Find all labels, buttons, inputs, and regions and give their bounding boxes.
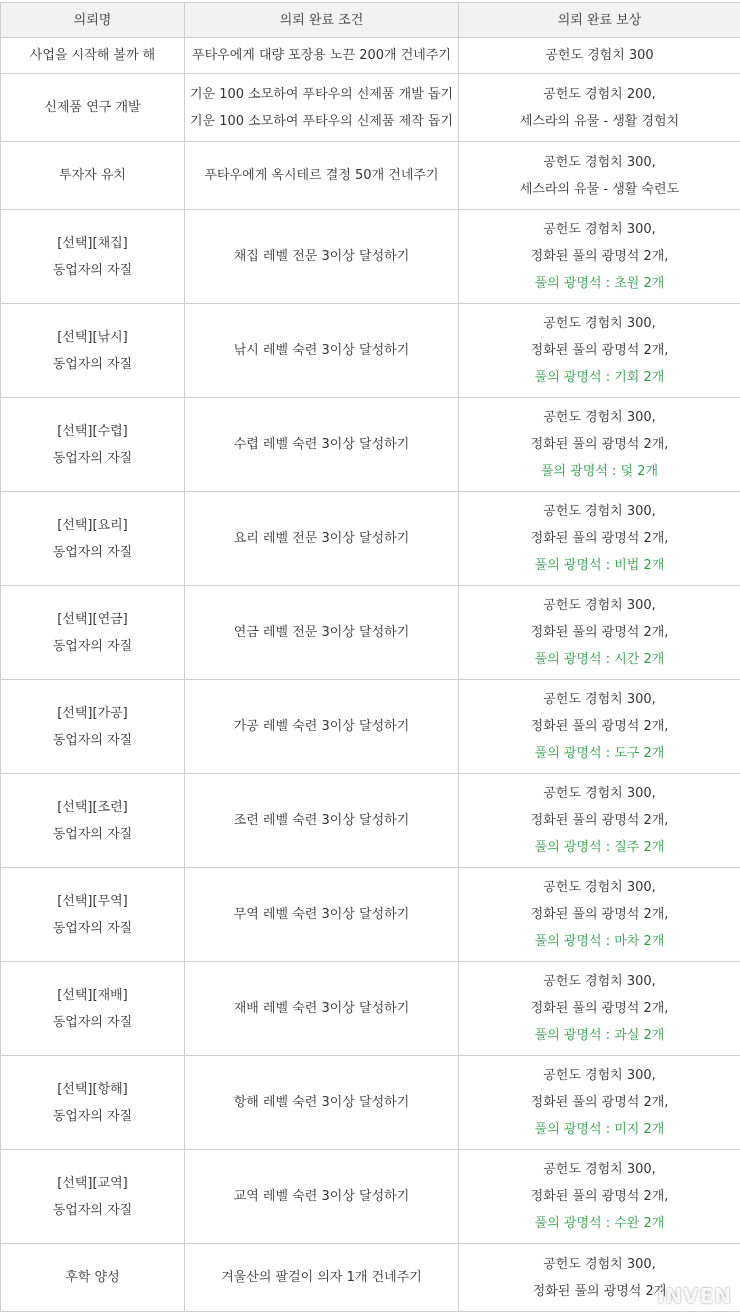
table-row	[1, 962, 740, 1056]
reward-cell-line: 공헌도 경험치 300,	[543, 880, 656, 895]
reward-cell	[459, 680, 740, 774]
quest-name-cell	[1, 1056, 185, 1150]
quest-name-cell-line: [선택][낚시]	[57, 329, 128, 345]
condition-cell-line: 요리 레벨 전문 3이상 달성하기	[233, 531, 410, 546]
condition-cell-line: 푸타우에게 옥시테르 결정 50개 건네주기	[204, 168, 439, 183]
watermark-logo: iNVEN	[657, 1284, 732, 1308]
quest-name-cell-line: 신제품 연구 개발	[44, 100, 141, 115]
condition-cell-line: 채집 레벨 전문 3이상 달성하기	[233, 249, 410, 264]
condition-cell-line: 무역 레벨 숙련 3이상 달성하기	[233, 907, 410, 922]
reward-stone-text: 풀의 광명석 : 질주 2개	[534, 840, 665, 855]
reward-cell-line: 정화된 풀의 광명석 2개,	[530, 813, 669, 828]
condition-cell-line: 낚시 레벨 숙련 3이상 달성하기	[233, 343, 410, 358]
quest-name-cell-line: 후학 양성	[65, 1270, 120, 1285]
quest-name-cell-line: 동업자의 자질	[52, 356, 133, 372]
quest-name-cell	[1, 142, 185, 210]
quest-name-cell	[1, 586, 185, 680]
reward-cell	[459, 74, 740, 142]
table-row	[1, 304, 740, 398]
quest-name-cell-line: 동업자의 자질	[52, 262, 133, 278]
reward-stone-text: 풀의 광명석 : 시간 2개	[534, 652, 665, 667]
reward-cell-line: 공헌도 경험치 300	[545, 48, 654, 63]
quest-name-cell-line: [선택][교역]	[57, 1175, 128, 1191]
quest-name-cell-line: [선택][조련]	[57, 799, 128, 815]
quest-name-cell-line: 동업자의 자질	[52, 1014, 133, 1030]
header-quest-name: 의뢰명	[1, 3, 185, 38]
reward-stone-text: 풀의 광명석 : 도구 2개	[534, 746, 665, 761]
condition-cell	[185, 398, 459, 492]
reward-cell-line: 정화된 풀의 광명석 2개,	[530, 719, 669, 734]
reward-cell-line: 정화된 풀의 광명석 2개,	[530, 625, 669, 640]
reward-cell-line: 공헌도 경험치 300,	[543, 154, 656, 170]
quest-name-cell-line: 동업자의 자질	[52, 1108, 133, 1124]
quest-name-cell-line: 동업자의 자질	[52, 450, 133, 466]
reward-cell-line: 공헌도 경험치 300,	[543, 316, 656, 331]
reward-cell	[459, 774, 740, 868]
table-row	[1, 868, 740, 962]
reward-cell-line: 공헌도 경험치 300,	[543, 598, 656, 613]
table-row	[1, 774, 740, 868]
table-row	[1, 492, 740, 586]
condition-cell	[185, 774, 459, 868]
condition-cell-line: 푸타우에게 대량 포장용 노끈 200개 건네주기	[192, 48, 451, 63]
quest-name-cell	[1, 680, 185, 774]
condition-cell	[185, 586, 459, 680]
table-row	[1, 1244, 740, 1312]
reward-stone-text: 풀의 광명석 : 초원 2개	[534, 276, 665, 291]
reward-stone-text: 풀의 광명석 : 마차 2개	[534, 934, 665, 949]
quest-name-cell-line: [선택][재배]	[57, 987, 128, 1003]
reward-cell-line: 공헌도 경험치 300,	[543, 1162, 656, 1177]
reward-stone-text: 풀의 광명석 : 과실 2개	[534, 1028, 665, 1043]
quest-name-cell-line: 사업을 시작해 볼까 해	[29, 48, 156, 63]
quest-name-cell-line: 동업자의 자질	[52, 826, 133, 842]
condition-cell-line: 교역 레벨 숙련 3이상 달성하기	[233, 1189, 410, 1204]
header-row	[1, 3, 740, 38]
quest-name-cell	[1, 962, 185, 1056]
quest-name-cell-line: 동업자의 자질	[52, 732, 133, 748]
reward-cell-line: 공헌도 경험치 300,	[543, 222, 656, 237]
reward-cell	[459, 142, 740, 210]
quest-name-cell	[1, 38, 185, 74]
header-condition: 의뢰 완료 조건	[185, 3, 459, 38]
condition-cell-line: 겨울산의 팔걸이 의자 1개 건네주기	[221, 1270, 422, 1285]
reward-cell-line: 공헌도 경험치 300,	[543, 1256, 656, 1272]
condition-cell-line: 수렵 레벨 숙련 3이상 달성하기	[233, 437, 410, 452]
table-row	[1, 142, 740, 210]
reward-cell-line: 정화된 풀의 광명석 2개,	[530, 249, 669, 264]
reward-cell	[459, 38, 740, 74]
reward-cell-line: 공헌도 경험치 300,	[543, 410, 656, 425]
reward-stone-text: 풀의 광명석 : 기회 2개	[534, 370, 665, 385]
quest-name-cell	[1, 74, 185, 142]
quest-name-cell	[1, 398, 185, 492]
reward-cell	[459, 1056, 740, 1150]
quest-name-cell	[1, 492, 185, 586]
condition-cell	[185, 1056, 459, 1150]
condition-cell	[185, 142, 459, 210]
reward-cell-line: 정화된 풀의 광명석 2개,	[530, 1095, 669, 1110]
reward-cell-line: 공헌도 경험치 300,	[543, 786, 656, 801]
quest-name-cell-line: [선택][요리]	[57, 517, 128, 533]
reward-cell-line: 정화된 풀의 광명석 2개	[532, 1283, 667, 1299]
table-row	[1, 680, 740, 774]
quest-name-cell	[1, 1244, 185, 1312]
quest-name-cell-line: [선택][가공]	[57, 705, 128, 721]
condition-cell-line: 항해 레벨 숙련 3이상 달성하기	[233, 1095, 410, 1110]
reward-cell-line: 세스라의 유물 - 생활 숙련도	[519, 181, 680, 197]
quest-name-cell	[1, 868, 185, 962]
table-row	[1, 1150, 740, 1244]
quest-name-cell	[1, 1150, 185, 1244]
condition-cell	[185, 210, 459, 304]
quest-name-cell-line: 동업자의 자질	[52, 544, 133, 560]
condition-cell-line: 가공 레벨 숙련 3이상 달성하기	[233, 719, 410, 734]
reward-cell	[459, 1150, 740, 1244]
reward-cell-line: 정화된 풀의 광명석 2개,	[530, 907, 669, 922]
condition-cell-line: 재배 레벨 숙련 3이상 달성하기	[233, 1001, 410, 1016]
condition-cell	[185, 1150, 459, 1244]
quest-name-cell-line: [선택][채집]	[57, 235, 128, 251]
reward-cell-line: 공헌도 경험치 300,	[543, 1068, 656, 1083]
quest-table	[0, 2, 740, 1312]
condition-cell	[185, 1244, 459, 1312]
reward-cell-line: 정화된 풀의 광명석 2개,	[530, 437, 669, 452]
table-row	[1, 210, 740, 304]
condition-cell-line: 기운 100 소모하여 푸타우의 신제품 제작 돕기	[189, 113, 454, 129]
condition-cell-line: 기운 100 소모하여 푸타우의 신제품 개발 돕기	[189, 86, 454, 102]
reward-cell-line: 세스라의 유물 - 생활 경험치	[519, 113, 680, 129]
reward-cell-line: 공헌도 경험치 200,	[543, 86, 656, 102]
table-row	[1, 586, 740, 680]
quest-name-cell-line: 동업자의 자질	[52, 920, 133, 936]
table-row	[1, 38, 740, 74]
reward-stone-text: 풀의 광명석 : 수완 2개	[534, 1216, 665, 1231]
reward-cell-line: 공헌도 경험치 300,	[543, 974, 656, 989]
reward-cell	[459, 304, 740, 398]
reward-cell-line: 정화된 풀의 광명석 2개,	[530, 343, 669, 358]
reward-cell	[459, 962, 740, 1056]
quest-name-cell-line: [선택][수렵]	[57, 423, 128, 439]
condition-cell	[185, 680, 459, 774]
reward-cell-line: 공헌도 경험치 300,	[543, 504, 656, 519]
reward-stone-text: 풀의 광명석 : 비법 2개	[534, 558, 665, 573]
table-row	[1, 74, 740, 142]
table-header	[1, 3, 740, 38]
reward-cell	[459, 398, 740, 492]
reward-stone-text: 풀의 광명석 : 미지 2개	[534, 1122, 665, 1137]
quest-name-cell-line: 동업자의 자질	[52, 1202, 133, 1218]
reward-stone-text: 풀의 광명석 : 덫 2개	[540, 464, 659, 479]
reward-cell-line: 정화된 풀의 광명석 2개,	[530, 531, 669, 546]
condition-cell	[185, 492, 459, 586]
condition-cell	[185, 74, 459, 142]
table-row	[1, 1056, 740, 1150]
reward-cell	[459, 492, 740, 586]
reward-cell	[459, 210, 740, 304]
condition-cell-line: 조련 레벨 숙련 3이상 달성하기	[233, 813, 410, 828]
condition-cell	[185, 304, 459, 398]
condition-cell	[185, 38, 459, 74]
quest-name-cell-line: 동업자의 자질	[52, 638, 133, 654]
quest-name-cell-line: [선택][연금]	[57, 611, 128, 627]
quest-name-cell	[1, 304, 185, 398]
quest-name-cell	[1, 774, 185, 868]
condition-cell	[185, 868, 459, 962]
quest-name-cell-line: [선택][무역]	[57, 893, 128, 909]
reward-cell-line: 공헌도 경험치 300,	[543, 692, 656, 707]
quest-name-cell-line: [선택][항해]	[57, 1081, 128, 1097]
quest-name-cell	[1, 210, 185, 304]
table-row	[1, 398, 740, 492]
reward-cell-line: 정화된 풀의 광명석 2개,	[530, 1001, 669, 1016]
reward-cell	[459, 586, 740, 680]
condition-cell-line: 연금 레벨 전문 3이상 달성하기	[233, 625, 410, 640]
quest-name-cell-line: 투자자 유치	[59, 168, 126, 183]
header-reward: 의뢰 완료 보상	[459, 3, 740, 38]
condition-cell	[185, 962, 459, 1056]
reward-cell-line: 정화된 풀의 광명석 2개,	[530, 1189, 669, 1204]
table-body	[1, 38, 740, 1312]
reward-cell	[459, 868, 740, 962]
